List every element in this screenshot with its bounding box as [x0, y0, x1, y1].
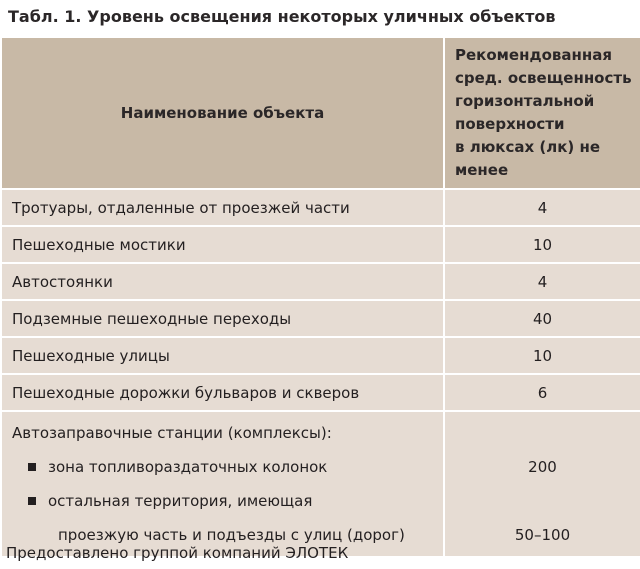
row-name: Пешеходные улицы — [1, 337, 444, 374]
group-item-continuation: проезжую часть и подъезды с улиц (дорог) — [58, 526, 405, 544]
table-row — [1, 226, 640, 263]
header-line: Рекомендованная — [455, 46, 612, 64]
row-value: 10 — [444, 337, 640, 374]
table-row — [1, 374, 640, 411]
group-title: Автозаправочные станции (комплексы): — [12, 424, 332, 442]
row-value: 4 — [444, 189, 640, 226]
row-name: Пешеходные дорожки бульваров и скверов — [1, 374, 444, 411]
group-value-cell — [444, 411, 640, 557]
table-row — [1, 337, 640, 374]
header-object-name: Наименование объекта — [1, 37, 444, 189]
group-item-text: зона топливораздаточных колонок — [48, 458, 328, 476]
header-line: в люксах (лк) не менее — [455, 138, 601, 179]
group-item-value: 50–100 — [514, 526, 571, 544]
header-line: горизонтальной — [455, 92, 595, 110]
table-row — [1, 263, 640, 300]
row-value: 10 — [444, 226, 640, 263]
row-value: 6 — [444, 374, 640, 411]
bullet-icon — [28, 463, 36, 471]
header-line: поверхности — [455, 115, 565, 133]
group-item — [2, 450, 443, 484]
footer-credit: Предоставлено группой компаний ЭЛОТЕК — [6, 544, 349, 562]
illumination-table — [0, 36, 640, 558]
header-line: сред. освещенность — [455, 69, 632, 87]
group-name-cell — [1, 411, 444, 557]
row-name: Подземные пешеходные переходы — [1, 300, 444, 337]
row-value: 4 — [444, 263, 640, 300]
header-illumination — [444, 37, 640, 189]
group-item — [2, 484, 443, 518]
group-item-value: 200 — [528, 458, 557, 476]
group-spacer — [445, 416, 640, 450]
table-row — [1, 189, 640, 226]
row-value: 40 — [444, 300, 640, 337]
table-row-group — [1, 411, 640, 557]
table-title: Табл. 1. Уровень освещения некоторых уличных объектов — [8, 7, 556, 26]
row-name: Пешеходные мостики — [1, 226, 444, 263]
group-spacer — [445, 484, 640, 518]
row-name: Тротуары, отдаленные от проезжей части — [1, 189, 444, 226]
header-row — [1, 37, 640, 189]
table-row — [1, 300, 640, 337]
row-name: Автостоянки — [1, 263, 444, 300]
bullet-icon — [28, 497, 36, 505]
group-item-text: остальная территория, имеющая — [48, 492, 313, 510]
